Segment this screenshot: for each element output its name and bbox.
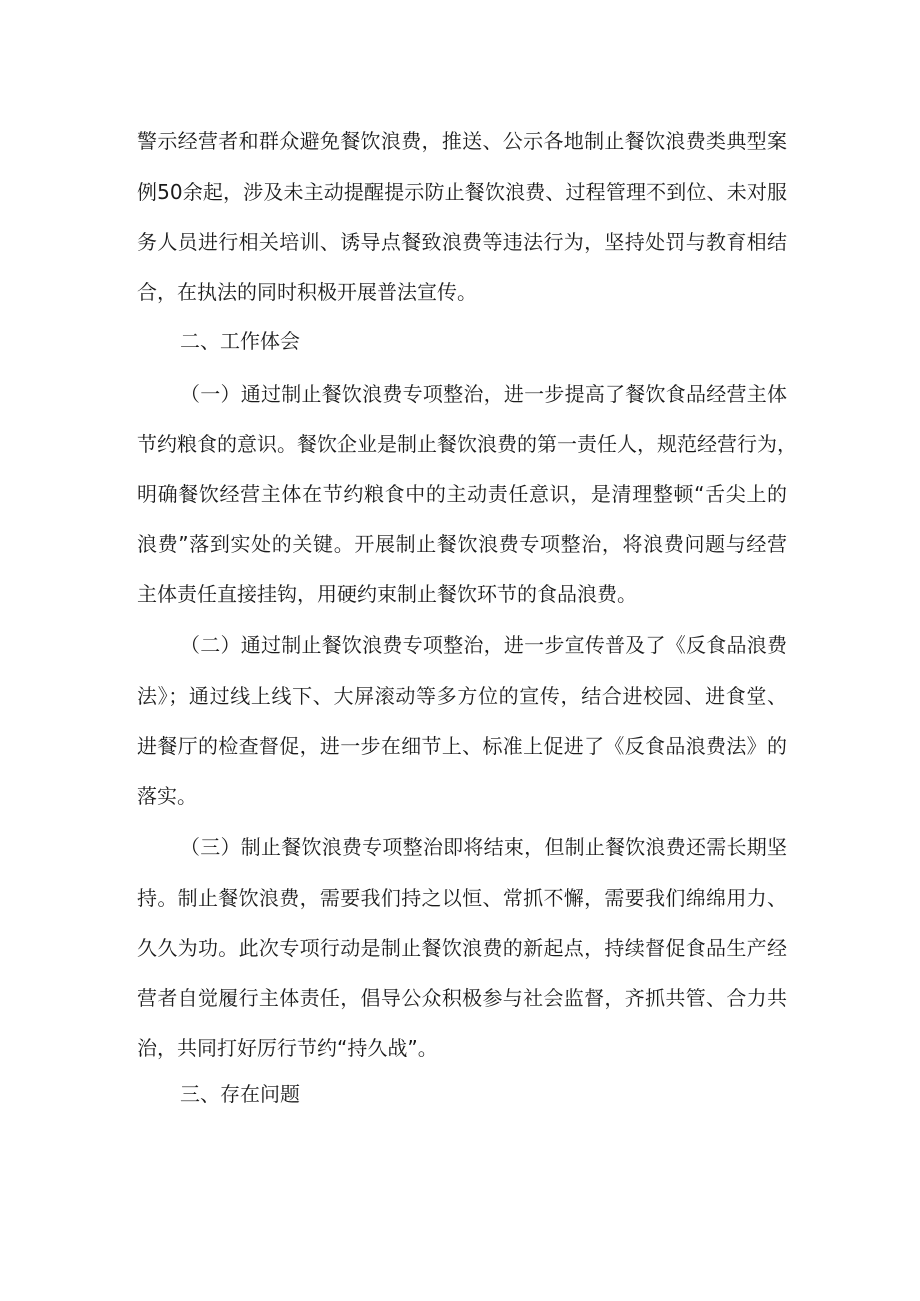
text-line: 合，在执法的同时积极开展普法宣传。 (137, 280, 477, 304)
section-heading: 三、存在问题 (180, 1082, 300, 1106)
text-line: （二）通过制止餐饮浪费专项整治，进一步宣传普及了《反食品浪费 (180, 633, 787, 657)
text-line: （三）制止餐饮浪费专项整治即将结束，但制止餐饮浪费还需长期坚 (180, 835, 787, 859)
text-line: 务人员进行相关培训、诱导点餐致浪费等违法行为，坚持处罚与教育相结 (137, 230, 787, 254)
text-line: 治，共同打好厉行节约“持久战”。 (137, 1036, 438, 1060)
text-line: 警示经营者和群众避免餐饮浪费，推送、公示各地制止餐饮浪费类典型案 (137, 129, 787, 153)
text-line: 浪费”落到实处的关键。开展制止餐饮浪费专项整治，将浪费问题与经营 (137, 532, 787, 556)
text-line: 营者自觉履行主体责任，倡导公众积极参与社会监督，齐抓共管、合力共 (137, 986, 787, 1010)
text-line: 主体责任直接挂钩，用硬约束制止餐饮环节的食品浪费。 (137, 582, 637, 606)
text-line: 进餐厅的检查督促，进一步在细节上、标准上促进了《反食品浪费法》的 (137, 734, 787, 758)
text-line: 持。制止餐饮浪费，需要我们持之以恒、常抓不懈，需要我们绵绵用力、 (137, 886, 787, 910)
text-line: 明确餐饮经营主体在节约粮食中的主动责任意识，是清理整顿“舌尖上的 (137, 482, 787, 506)
text-line: 法》；通过线上线下、大屏滚动等多方位的宣传，结合进校园、进食堂、 (137, 684, 787, 708)
text-line: 例50余起，涉及未主动提醒提示防止餐饮浪费、过程管理不到位、未对服 (137, 180, 787, 204)
text-line: （一）通过制止餐饮浪费专项整治，进一步提高了餐饮食品经营主体 (180, 382, 787, 406)
text-line: 久久为功。此次专项行动是制止餐饮浪费的新起点，持续督促食品生产经 (137, 936, 787, 960)
text-line: 节约粮食的意识。餐饮企业是制止餐饮浪费的第一责任人，规范经营行为， (137, 432, 797, 456)
section-heading: 二、工作体会 (180, 329, 300, 353)
text-line: 落实。 (137, 784, 197, 808)
